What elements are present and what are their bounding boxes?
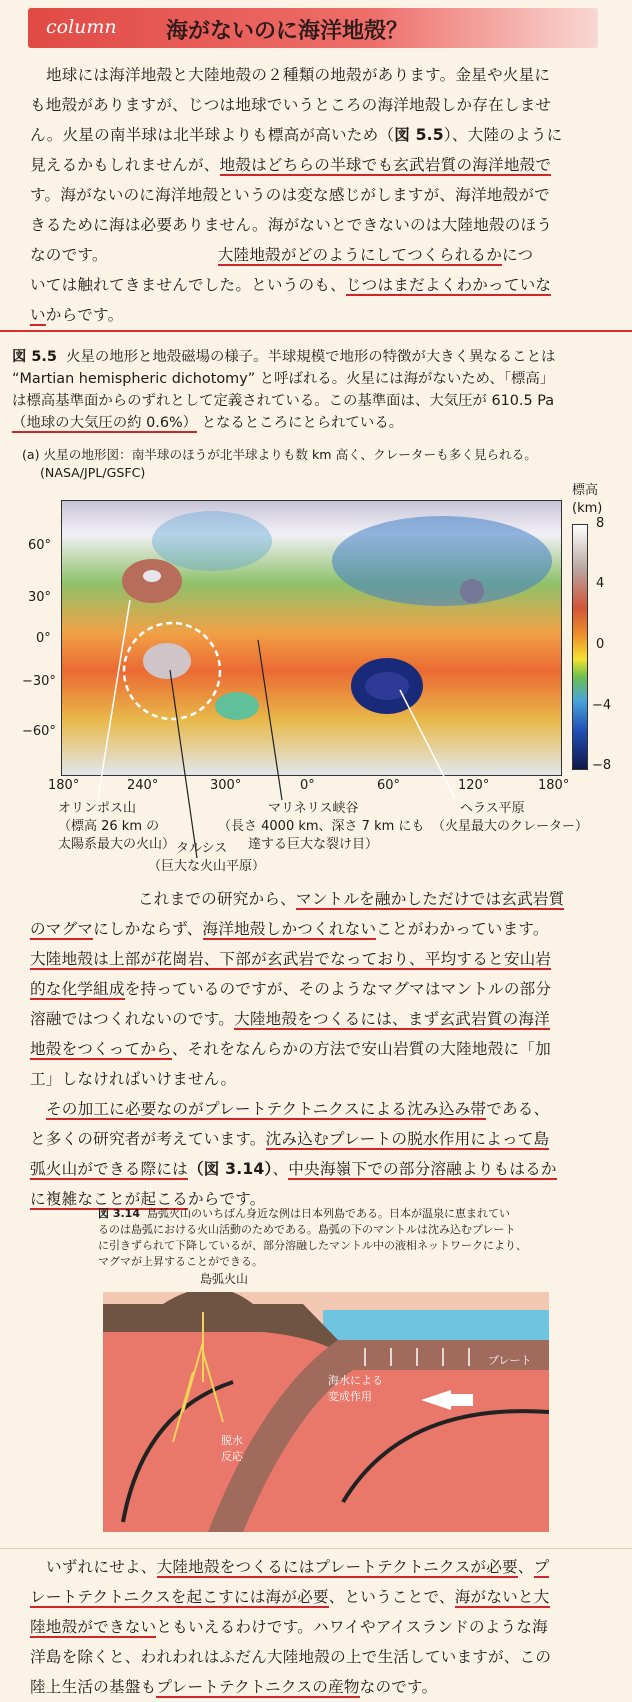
underlined-text: 弧火山ができる際には [30, 1160, 188, 1178]
underlined-text: 大陸地殻をつくるには、まず玄武岩質の海洋 [234, 1010, 550, 1028]
caption-line: “Martian hemispheric dichotomy” と呼ばれる。火星には海がないため、「標高」 [12, 371, 555, 387]
leader-marineris [258, 640, 282, 800]
label-dehydration [221, 1432, 243, 1464]
text-line: ともいえるわけです。ハワイやアイスランドのような海 [156, 1618, 548, 1636]
underlined-text: その加工に必要なのがプレートテクトニクスによる沈み込み帯 [46, 1100, 487, 1118]
fig314-caption [98, 1206, 618, 1270]
underlined-text: のマグマ [30, 920, 94, 938]
label-line: （標高 26 km の [58, 819, 160, 834]
text-line: す。海がないのに海洋地殻というのは変な感じがしますが、海洋地殻がで [30, 186, 550, 204]
underlined-text: 沈み込むプレートの脱水作用によって島 [265, 1130, 550, 1148]
label-line: タルシス [176, 841, 228, 856]
text-line: を持っているのですが、そのようなマグマはマントルの部分 [124, 980, 552, 998]
colorbar-unit: (km) [572, 501, 603, 516]
underlined-text: 大陸地殻がどのようにしてつくられるか [217, 246, 503, 264]
underlined-text: プ [533, 1558, 550, 1576]
text-line: 工」しなければいけません。 [30, 1070, 237, 1088]
text-line: いては触れてきませんでした。というのも、 [30, 276, 346, 294]
text-line: なのです。 [30, 246, 108, 264]
lon-tick: 0° [300, 778, 315, 793]
leader-olympus [98, 600, 130, 798]
final-paragraph [30, 1552, 620, 1702]
underlined-text: 的な化学組成 [30, 980, 125, 998]
colorbar-tick: 8 [596, 516, 605, 531]
underlined-text: 大陸地殻は上部が花崗岩、下部が玄武岩でなっており、平均すると安山岩 [30, 950, 552, 968]
figure-label: 図 5.5 [12, 349, 57, 365]
label-line: （巨大な火山平原） [148, 859, 266, 874]
leader-hellas [400, 690, 455, 798]
caption-line: 島弧火山のいちばん身近な例は日本列島である。日本が温泉に恵まれてい [146, 1207, 510, 1220]
subcaption-line: (a) 火星の地形図：南半球のほうが北半球よりも数 km 高く、クレーターも多く見られる。 [22, 447, 537, 462]
underlined-text: 海がないと大 [454, 1588, 550, 1606]
label-line: オリンポス山 [58, 801, 137, 816]
column-tag: column [46, 16, 117, 38]
caption-line: となるところにとられている。 [201, 415, 404, 431]
text-line: 、ということで、 [328, 1588, 455, 1606]
text-line: 地球には海洋地殻と大陸地殻の２種類の地殻があります。金星や火星に [46, 66, 551, 84]
underlined-text: プレートテクトニクスの産物 [156, 1678, 360, 1696]
text-line: なのです。 [359, 1678, 438, 1696]
lat-tick: 60° [28, 538, 52, 553]
label-line: 脱水 [221, 1434, 243, 1447]
label-line: 海水による [328, 1374, 383, 1387]
text-line: 、 [272, 1160, 289, 1178]
lon-tick: 240° [127, 778, 159, 793]
subduction-diagram [103, 1292, 549, 1532]
underlined-text: じつはまだよくわかっていな [345, 276, 552, 294]
subcaption-source: (NASA/JPL/GSFC) [40, 465, 146, 480]
text-line: 、 [517, 1558, 534, 1576]
label-line: 太陽系最大の火山） [58, 837, 176, 852]
underlined-text: 地殻をつくってから [30, 1040, 172, 1058]
text-line: ことがわかっています。 [376, 920, 549, 938]
label-line: 変成作用 [328, 1390, 372, 1403]
text-line: これまでの研究から、 [138, 890, 296, 908]
separator [0, 1548, 632, 1549]
lat-tick: −60° [22, 724, 56, 739]
text-line: からです。 [45, 306, 124, 324]
figure-ref: 図 5.5 [394, 126, 444, 144]
label-plate: プレート [488, 1354, 532, 1367]
text-line: 見えるかもしれませんが、 [30, 156, 220, 174]
underlined-text: い [30, 306, 46, 324]
label-marineris [218, 800, 424, 854]
lat-tick: 30° [28, 590, 52, 605]
underlined-text: 大陸地殻をつくるにはプレートテクトニクスが必要 [156, 1558, 518, 1576]
text-line: からです。 [187, 1190, 266, 1208]
caption-line: るのは島弧における火山活動のためである。島弧の下のマントルは沈み込むプレート [98, 1223, 516, 1236]
text-line: にしかならず、 [93, 920, 203, 938]
text-line: につ [502, 246, 534, 264]
column-title: 海がないのに海洋地殻？ [166, 19, 409, 44]
caption-line: に引きずられて下降しているが、部分溶融したマントル中の液相ネットワークにより、 [98, 1239, 527, 1252]
text-line: いずれにせよ、 [46, 1558, 157, 1576]
text-line: ん。火星の南半球は北半球よりも標高が高いため（ [30, 126, 395, 144]
label-seawater [328, 1372, 383, 1404]
ocean [323, 1310, 549, 1340]
lon-tick: 180° [538, 778, 570, 793]
colorbar-tick: −4 [592, 698, 612, 713]
underlined-text: マントルを融かしただけでは玄武岩質 [295, 890, 565, 908]
plate-motion-arrow-body [451, 1394, 473, 1406]
lat-tick: 0° [36, 631, 51, 646]
label-line: （長さ 4000 km、深さ 7 km にも [218, 819, 425, 834]
figure-label: 図 3.14 [98, 1207, 140, 1220]
lon-tick: 180° [48, 778, 80, 793]
colorbar-title-line: 標高 [572, 483, 599, 498]
label-line: マリネリス峡谷 [268, 801, 359, 816]
label-line: 達する巨大な裂け目） [248, 837, 379, 852]
underlined-text: 中央海嶺下での部分溶融よりもはるか [288, 1160, 557, 1178]
label-line: ヘラス平原 [460, 801, 525, 816]
lon-tick: 300° [210, 778, 242, 793]
figure-ref: （図 3.14） [187, 1160, 273, 1178]
underlined-text: 海洋地殻しかつくれない [202, 920, 377, 938]
text-line: である、 [486, 1100, 550, 1118]
colorbar-tick: −8 [592, 758, 612, 773]
text-line: ）、大陸のように [443, 126, 563, 144]
underlined-text: 地殻はどちらの半球でも玄武岩質の海洋地殻で [219, 156, 552, 174]
colorbar-tick: 4 [596, 576, 605, 591]
text-line: きるために海は必要ありません。海がないとできないのは大陸地殻のほう [30, 216, 553, 234]
colorbar-tick: 0 [596, 637, 605, 652]
subduction-svg [103, 1292, 549, 1532]
underlined-text: に複雑なことが起こる [30, 1190, 188, 1208]
label-line: 反応 [221, 1450, 243, 1463]
caption-line: マグマが上昇することができる。 [98, 1255, 263, 1268]
label-line: （火星最大のクレーター） [432, 819, 589, 834]
underlined-text: レートテクトニクスを起こすには海が必要 [30, 1588, 329, 1606]
text-line: 溶融ではつくれないのです。 [30, 1010, 235, 1028]
underlined-text: 陸地殻ができない [30, 1618, 157, 1636]
lon-tick: 120° [458, 778, 490, 793]
text-line: 、それをなんらかの方法で安山岩質の大陸地殻に「加 [171, 1040, 551, 1058]
caption-line: は標高基準面からのずれとして定義されている。この基準面は、大気圧が 610.5 Pa [12, 393, 555, 409]
underlined-text: （地球の大気圧の約 0.6%） [12, 415, 198, 431]
lon-tick: 60° [377, 778, 401, 793]
middle-paragraph [30, 884, 620, 1214]
text-line: 洋島を除くと、われわれはふだん大陸地殻の上で生活していますが、この [30, 1648, 552, 1666]
label-island-arc-volcano: 島弧火山 [200, 1272, 249, 1286]
text-line: と多くの研究者が考えています。 [30, 1130, 266, 1148]
lat-tick: −30° [22, 674, 56, 689]
text-line: 陸上生活の基盤も [30, 1678, 157, 1696]
label-hellas [432, 800, 588, 836]
text-line: も地殻がありますが、じつは地球でいうところの海洋地殻しか存在しませ [30, 96, 552, 114]
caption-line: 火星の地形と地殻磁場の様子。半球規模で地形の特徴が大きく異なることは [66, 349, 556, 365]
